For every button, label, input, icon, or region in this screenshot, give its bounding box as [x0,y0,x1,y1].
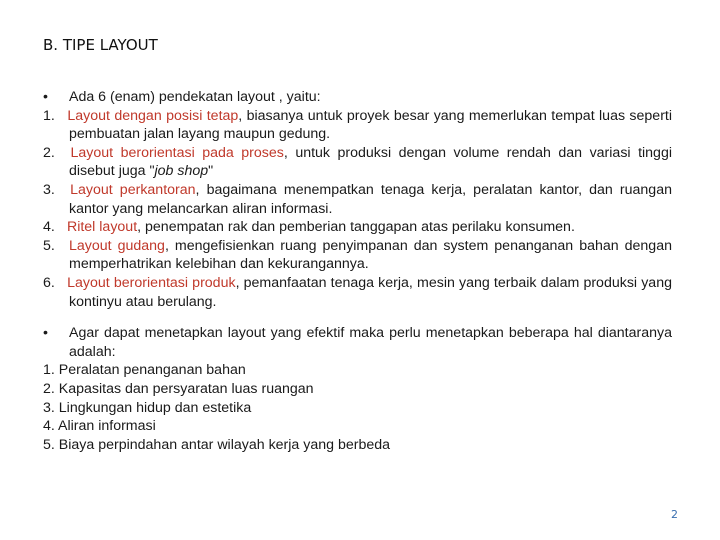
section2-intro-text: Agar dapat menetapkan layout yang efektif maka perlu menetapkan beberapa hal diantaranya adalah: [69,325,672,360]
bullet-marker: • [43,89,48,105]
section-spacer [43,311,672,324]
bullet-marker: • [43,325,48,342]
section1-intro [43,88,672,107]
list-item: 1. Peralatan penanganan bahan [43,362,246,379]
item-number: 5. [43,237,55,254]
item-highlight: Ritel layout [66,219,138,236]
list-item: 2. Kapasitas dan persyaratan luas ruangan [43,380,314,397]
list-item-3 [43,181,672,218]
item-text: , penempatan rak dan pemberian tanggapan atas perilaku konsumen. [137,219,575,236]
slide-title: B. TIPE LAYOUT [43,36,158,54]
item-italic-text: job shop [154,163,209,180]
section2-intro [43,324,672,361]
list-item: 5. Biaya perpindahan antar wilayah kerja yang berbeda [43,436,391,453]
item-highlight: Layout dengan posisi tetap [67,107,239,124]
list-item: 4. Aliran informasi [43,418,156,435]
item-number: 4. [43,219,55,236]
item-number: 3. [43,181,55,198]
item-text: , pemanfaatan tenaga kerja, mesin yang terbaik dalam produksi yang kontinyu atau berulang. [69,274,672,310]
item-text: , biasanya untuk proyek besar yang memerlukan tempat luas seperti pembuatan jalan layang maupun gedung. [69,107,673,143]
item-highlight: Layout perkantoran [70,181,196,198]
item-highlight: Layout gudang [69,237,165,254]
list-item: 3. Lingkungan hidup dan estetika [43,399,252,416]
item-number: 6. [43,274,55,291]
list-item-1 [43,107,672,144]
item-highlight: Layout berorientasi produk [67,274,236,291]
item-number: 2. [43,144,55,161]
list-item-5 [43,237,672,274]
list-item-6 [43,274,672,311]
list-item-2 [43,144,672,181]
item-text: , mengefisienkan ruang penyimpanan dan system penanganan bahan dengan memperhatrikan kelebihan dan kekurangannya. [69,237,672,273]
page-number: 2 [671,508,678,521]
item-highlight: Layout berorientasi pada proses [70,144,284,161]
item-text-end: " [208,163,214,180]
slide-content [43,88,672,454]
item-number: 1. [43,107,55,124]
section1-intro-text: Ada 6 (enam) pendekatan layout , yaitu: [69,89,321,105]
item-text: , bagaimana menempatkan tenaga kerja, peralatan kantor, dan ruangan kantor yang melancarkan aliran informasi. [69,181,672,217]
item-text: , untuk produksi dengan volume rendah dan variasi tinggi disebut juga " [69,144,672,180]
list-item-4 [43,218,672,237]
